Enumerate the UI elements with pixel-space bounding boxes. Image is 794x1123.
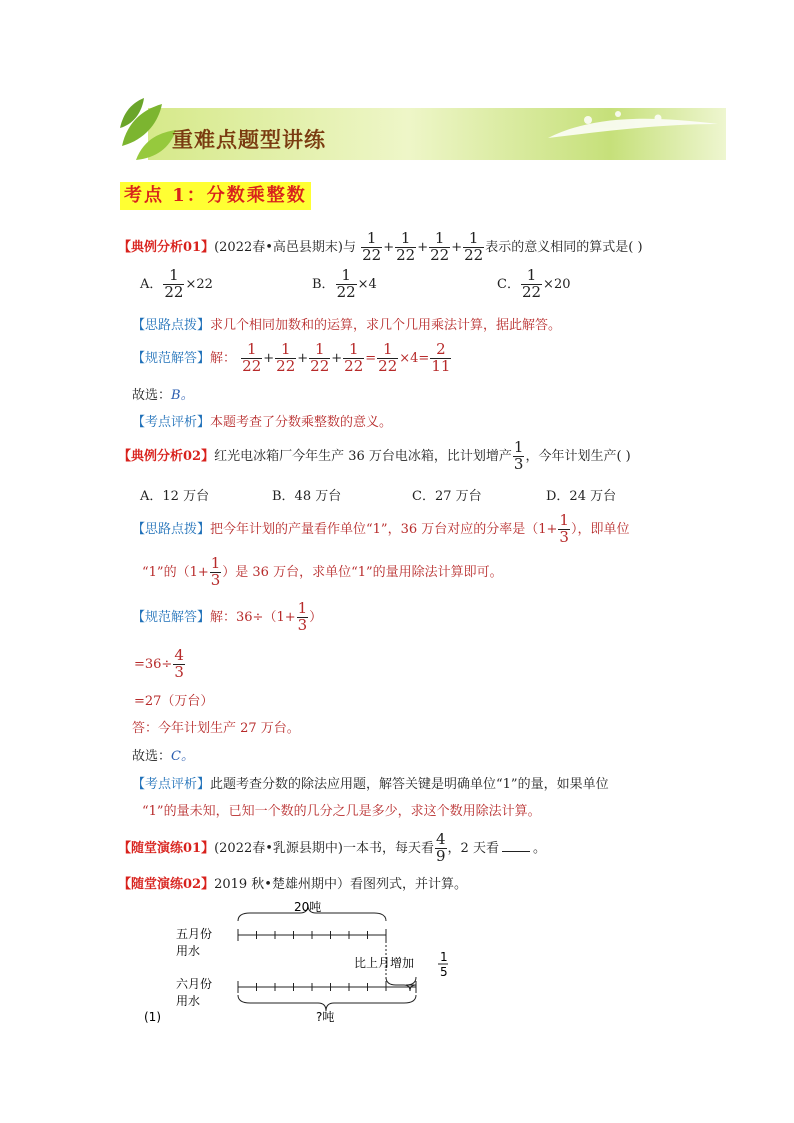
section-title: 考点 1：分数乘整数 xyxy=(120,182,311,210)
may-label-1: 五月份 xyxy=(176,927,213,941)
example-2-stem: 【典例分析02】红光电冰箱厂今年生产 36 万台电冰箱，比计划增产 $\frac{1}{3}$ ，今年计划生产( ) xyxy=(118,438,631,473)
bottom-brace xyxy=(238,995,416,1011)
example-2-hint-line1: 【思路点拨】把今年计划的产量看作单位“1”，36 万台对应的分率是（1+ $\frac{1}{3}$ ），即单位 xyxy=(132,511,630,546)
item-number: (1) xyxy=(144,1010,161,1024)
option-a: A．12 万台 xyxy=(140,489,210,504)
example-1-tail: 表示的意义相同的算式是( ) xyxy=(485,239,643,255)
example-1-solution: 【规范解答】解： $\frac{1}{22}$ + $\frac{1}{22}$ + $\frac{1}{22}$ + $\frac{1}{22}$ = $\frac{1}{22}$ ×4= $\frac{2}{11}$ xyxy=(132,340,451,375)
fraction: $\frac{1}{22}$ xyxy=(430,229,450,264)
increase-label: 比上月增加 xyxy=(354,956,415,970)
example-1-source: (2022春•高邑县期末)与 xyxy=(214,239,356,255)
option-c: C．27 万台 xyxy=(412,489,482,504)
fraction: $\frac{1}{22}$ xyxy=(362,229,382,264)
practice-2: 【随堂演练02】2019 秋•楚雄州期中）看图列式，并计算。 xyxy=(118,877,467,892)
increase-den: 5 xyxy=(440,965,448,979)
example-2-evaluation-line1: 【考点评析】此题考查分数的除法应用题，解答关键是明确单位“1”的量，如果单位 xyxy=(132,777,609,792)
answer-blank[interactable] xyxy=(502,841,530,852)
option-c: C． $\frac{1}{22}$ ×20 xyxy=(497,266,571,301)
increase-num: 1 xyxy=(440,950,448,964)
example-2-solution-line2: =36÷ $\frac{4}{3}$ xyxy=(134,646,184,681)
example-2-evaluation-line2: “1”的量未知，已知一个数的几分之几是多少，求这个数用除法计算。 xyxy=(142,804,541,819)
banner-title: 重难点题型讲练 xyxy=(172,128,326,152)
june-label-1: 六月份 xyxy=(176,977,213,991)
example-2-solution-line1: 【规范解答】解：36÷（1+ $\frac{1}{3}$ ） xyxy=(132,599,323,634)
example-1-evaluation: 【考点评析】本题考查了分数乘整数的意义。 xyxy=(132,415,393,430)
june-label-2: 用水 xyxy=(176,994,201,1008)
example-1-hint: 【思路点拨】求几个相同加数和的运算，求几个几用乘法计算，据此解答。 xyxy=(132,318,562,333)
example-1-choose: 故选：B。 xyxy=(132,388,194,403)
option-d: D．24 万台 xyxy=(546,489,617,504)
top-label: 20吨 xyxy=(294,900,322,914)
line-segment-diagram xyxy=(140,895,460,1025)
option-a: A． $\frac{1}{22}$ ×22 xyxy=(140,266,213,301)
option-b: B． $\frac{1}{22}$ ×4 xyxy=(312,266,377,301)
may-label-2: 用水 xyxy=(176,944,201,958)
example-1-stem: 【典例分析01】(2022春•高邑县期末)与 $\frac{1}{22}$ + $\frac{1}{22}$ + $\frac{1}{22}$ + $\frac{1}{22}$ 表示的意义相同的算式是( ) xyxy=(118,229,643,264)
fraction: $\frac{1}{22}$ xyxy=(464,229,484,264)
example-1-tag: 【典例分析01】 xyxy=(118,239,215,255)
example-2-answer: 答：今年计划生产 27 万台。 xyxy=(132,721,300,736)
fraction: $\frac{1}{22}$ xyxy=(396,229,416,264)
option-b: B．48 万台 xyxy=(272,489,342,504)
bottom-label: ?吨 xyxy=(316,1010,335,1024)
practice-1: 【随堂演练01】(2022春•乳源县期中)一本书，每天看 $\frac{4}{9}$ ，2 天看 。 xyxy=(118,830,546,865)
example-2-choose: 故选：C。 xyxy=(132,749,194,764)
example-2-solution-line3: =27（万台） xyxy=(134,694,214,709)
example-2-hint-line2: “1”的（1+ $\frac{1}{3}$ ）是 36 万台，求单位“1”的量用除法计算即可。 xyxy=(142,554,503,589)
